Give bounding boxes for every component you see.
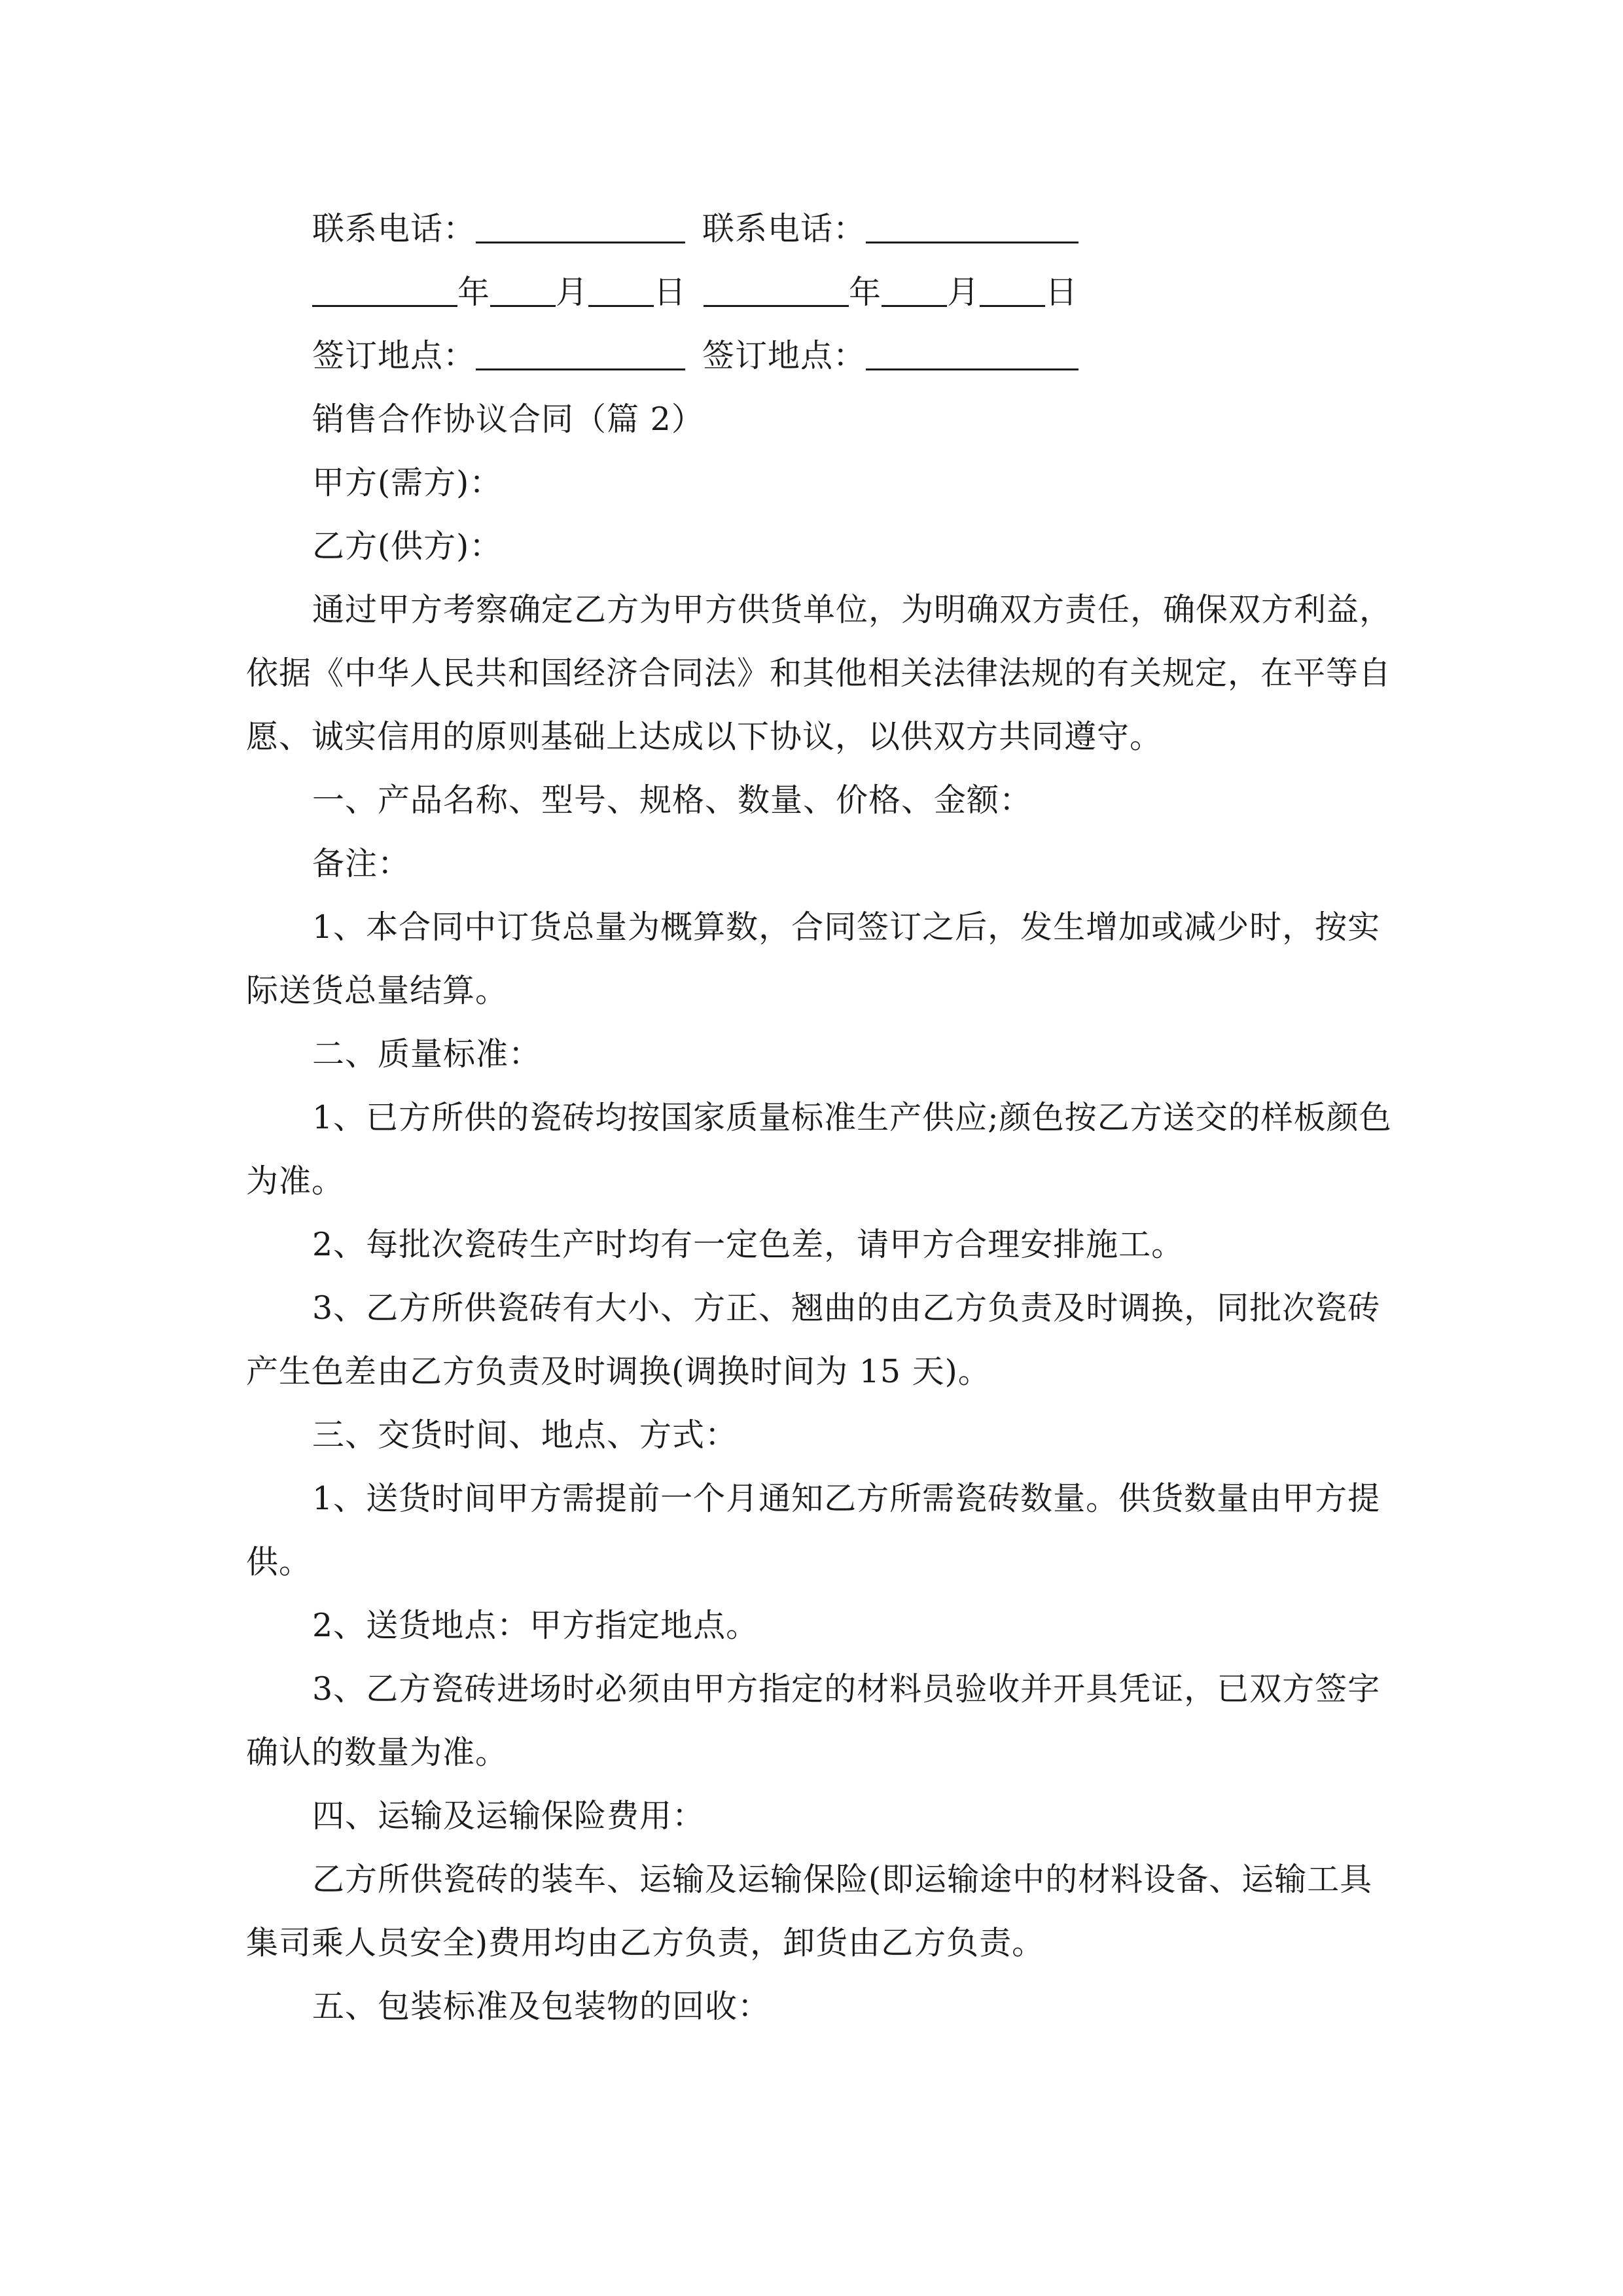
day-blank-a[interactable] [588,264,654,307]
party-b: 乙方(供方)： [312,528,503,565]
place-label-a: 签订地点： [312,337,476,374]
delivery-1-line-2: 供。 [246,1543,312,1581]
day-label-a: 日 [654,274,687,311]
phone-row [312,196,1444,262]
month-label-b: 月 [947,274,980,311]
date-row [312,260,1444,325]
delivery-2: 2、送货地点：甲方指定地点。 [312,1607,759,1644]
place-blank-a[interactable] [476,328,685,370]
section-5-heading: 五、包装标准及包装物的回收： [312,1988,771,2025]
year-blank-b[interactable] [704,264,849,307]
note-label: 备注： [312,845,411,882]
year-label-b: 年 [849,274,882,311]
section-2-heading: 二、质量标准： [312,1035,542,1073]
place-blank-b[interactable] [866,328,1079,370]
transport-line-1: 乙方所供瓷砖的装车、运输及运输保险(即运输途中的材料设备、运输工具 [312,1861,1373,1898]
year-blank-a[interactable] [312,264,457,307]
transport-line-2: 集司乘人员安全)费用均由乙方负责，卸货由乙方负责。 [246,1924,1045,1962]
month-blank-b[interactable] [882,264,947,307]
day-label-b: 日 [1045,274,1079,311]
month-blank-a[interactable] [490,264,556,307]
phone-blank-a[interactable] [476,201,685,243]
party-a: 甲方(需方)： [312,464,503,501]
note-1-line-1: 1、本合同中订货总量为概算数，合同签订之后，发生增加或减少时，按实 [312,908,1381,946]
phone-label-b: 联系电话： [702,210,866,247]
month-label-a: 月 [556,274,589,311]
section-1-heading: 一、产品名称、型号、规格、数量、价格、金额： [312,781,1033,819]
intro-line-1: 通过甲方考察确定乙方为甲方供货单位，为明确双方责任，确保双方利益， [312,591,1393,628]
delivery-1-line-1: 1、送货时间甲方需提前一个月通知乙方所需瓷砖数量。供货数量由甲方提 [312,1480,1381,1517]
quality-3-line-2: 产生色差由乙方负责及时调换(调换时间为 15 天)。 [246,1353,991,1390]
delivery-3-line-1: 3、乙方瓷砖进场时必须由甲方指定的材料员验收并开具凭证，已双方签字 [312,1670,1381,1708]
year-label-a: 年 [457,274,491,311]
section-4-heading: 四、运输及运输保险费用： [312,1797,705,1835]
place-row [312,323,1444,389]
day-blank-b[interactable] [980,264,1045,307]
document-title: 销售合作协议合同（篇 2） [312,401,704,438]
quality-3-line-1: 3、乙方所供瓷砖有大小、方正、翘曲的由乙方负责及时调换，同批次瓷砖 [312,1289,1381,1327]
intro-line-3: 愿、诚实信用的原则基础上达成以下协议，以供双方共同遵守。 [246,718,1163,755]
quality-2: 2、每批次瓷砖生产时均有一定色差，请甲方合理安排施工。 [312,1226,1185,1263]
phone-label-a: 联系电话： [312,210,476,247]
section-3-heading: 三、交货时间、地点、方式： [312,1416,738,1454]
delivery-3-line-2: 确认的数量为准。 [246,1734,508,1771]
quality-1-line-1: 1、已方所供的瓷砖均按国家质量标准生产供应;颜色按乙方送交的样板颜色 [312,1099,1392,1136]
intro-line-2: 依据《中华人民共和国经济合同法》和其他相关法律法规的有关规定，在平等自 [246,655,1392,692]
phone-blank-b[interactable] [866,201,1079,243]
quality-1-line-2: 为准。 [246,1162,345,1200]
place-label-b: 签订地点： [702,337,866,374]
note-1-line-2: 际送货总量结算。 [246,972,508,1009]
